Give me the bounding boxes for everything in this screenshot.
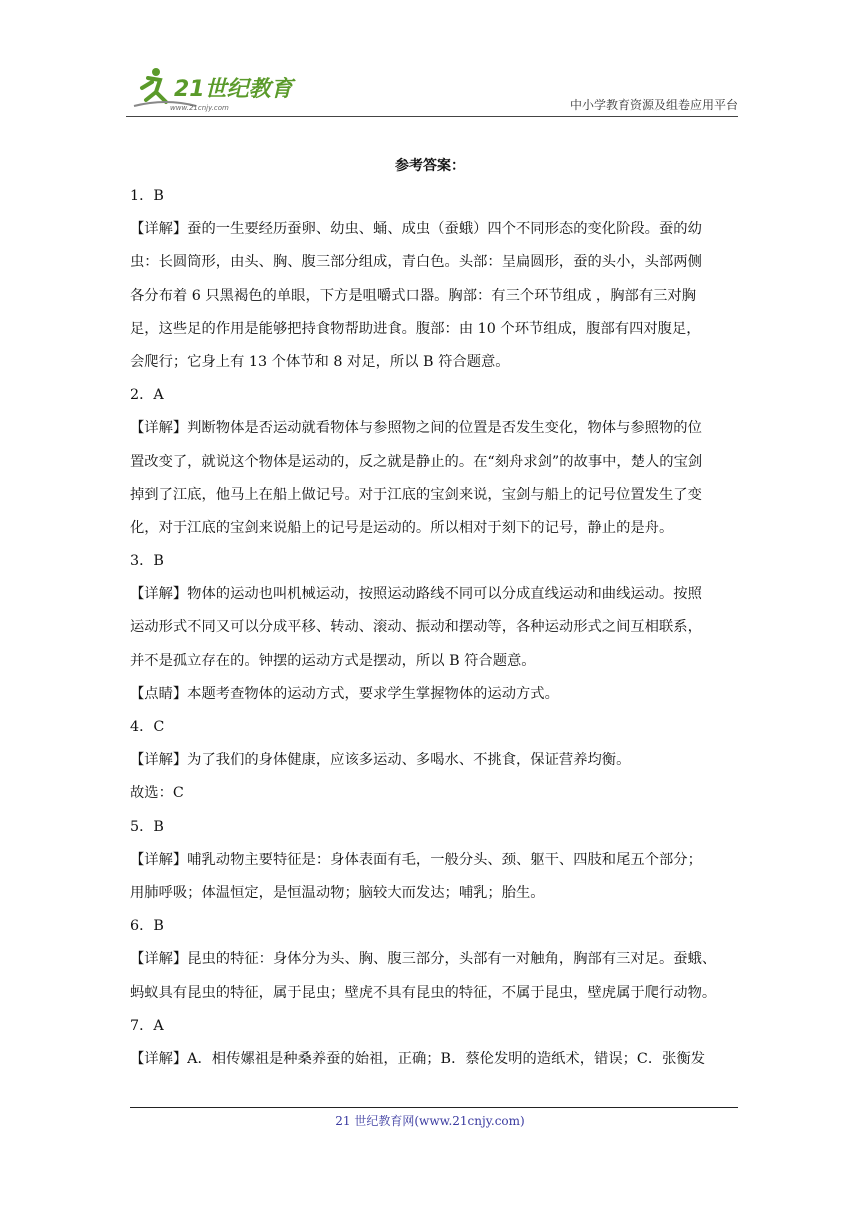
text-line: 各分布着 6 只黑褐色的单眼，下方是咀嚼式口器。胸部：有三个环节组成 ，胸部有三对胸 — [130, 287, 697, 304]
text-line: 7．A — [130, 1017, 164, 1034]
text-line: 蚂蚁具有昆虫的特征，属于昆虫；壁虎不具有昆虫的特征，不属于昆虫，壁虎属于爬行动物。 — [130, 984, 717, 1001]
text-line: 2．A — [130, 387, 164, 404]
text-line: 用肺呼吸；体温恒定，是恒温动物；脑较大而发达；哺乳；胎生。 — [130, 884, 545, 901]
page-title: 参考答案： — [395, 158, 465, 174]
text-line: 会爬行；它身上有 13 个体节和 8 对足，所以 B 符合题意。 — [130, 353, 510, 370]
text-line: 【详解】A．相传嫘祖是种桑养蚕的始祖，正确；B．蔡伦发明的造纸术，错误；C．张衡发 — [130, 1050, 706, 1067]
logo — [126, 62, 296, 116]
text-line: 虫：长圆筒形，由头、胸、腹三部分组成，青白色。头部：呈扁圆形，蚕的头小，头部两侧 — [130, 254, 702, 271]
text-line: 【详解】蚕的一生要经历蚕卵、幼虫、蛹、成虫（蚕蛾）四个不同形态的变化阶段。蚕的幼 — [130, 221, 702, 238]
answer-content — [130, 180, 738, 1076]
text-line: 【详解】物体的运动也叫机械运动，按照运动路线不同可以分成直线运动和曲线运动。按照 — [130, 586, 702, 603]
text-line: 【详解】为了我们的身体健康，应该多运动、多喝水、不挑食，保证营养均衡。 — [130, 752, 631, 769]
text-line: 故选：C — [130, 785, 184, 802]
logo-url: www.21cnjy.com — [170, 104, 229, 112]
text-line: 4．C — [130, 719, 165, 735]
text-line: 化，对于江底的宝剑来说船上的记号是运动的。所以相对于刻下的记号，静止的是舟。 — [130, 519, 674, 536]
text-line: 3．B — [130, 553, 164, 570]
text-line: 【详解】昆虫的特征：身体分为头、胸、腹三部分，头部有一对触角，胸部有三对足。蚕蛾、 — [130, 951, 717, 968]
text-line: 置改变了，就说这个物体是运动的，反之就是静止的。在“刻舟求剑”的故事中，楚人的宝剑 — [130, 453, 703, 470]
header-divider — [126, 116, 738, 117]
text-line: 并不是孤立存在的。钟摆的运动方式是摆动，所以 B 符合题意。 — [130, 652, 536, 669]
text-line: 【详解】哺乳动物主要特征是：身体表面有毛，一般分头、颈、躯干、四肢和尾五个部分； — [130, 851, 702, 868]
text-line: 1．B — [130, 188, 164, 204]
text-line: 6．B — [130, 918, 164, 935]
text-line: 【详解】判断物体是否运动就看物体与参照物之间的位置是否发生变化，物体与参照物的位 — [130, 420, 702, 437]
text-line: 掉到了江底，他马上在船上做记号。对于江底的宝剑来说，宝剑与船上的记号位置发生了变 — [130, 486, 702, 503]
header-platform-name: 中小学教育资源及组卷应用平台 — [569, 98, 738, 112]
page-header — [126, 62, 738, 118]
text-line: 【点睛】本题考查物体的运动方式，要求学生掌握物体的运动方式。 — [130, 685, 559, 702]
footer-text: 21 世纪教育网(www.21cnjy.com) — [335, 1114, 525, 1128]
text-line: 5．B — [130, 818, 164, 835]
footer-divider — [130, 1107, 738, 1108]
logo-text: 21世纪教育 — [174, 77, 293, 102]
text-line: 足，这些足的作用是能够把持食物帮助进食。腹部：由 10 个环节组成，腹部有四对腹足， — [130, 320, 701, 337]
text-line: 运动形式不同又可以分成平移、转动、滚动、振动和摆动等，各种运动形式之间互相联系， — [130, 619, 702, 636]
